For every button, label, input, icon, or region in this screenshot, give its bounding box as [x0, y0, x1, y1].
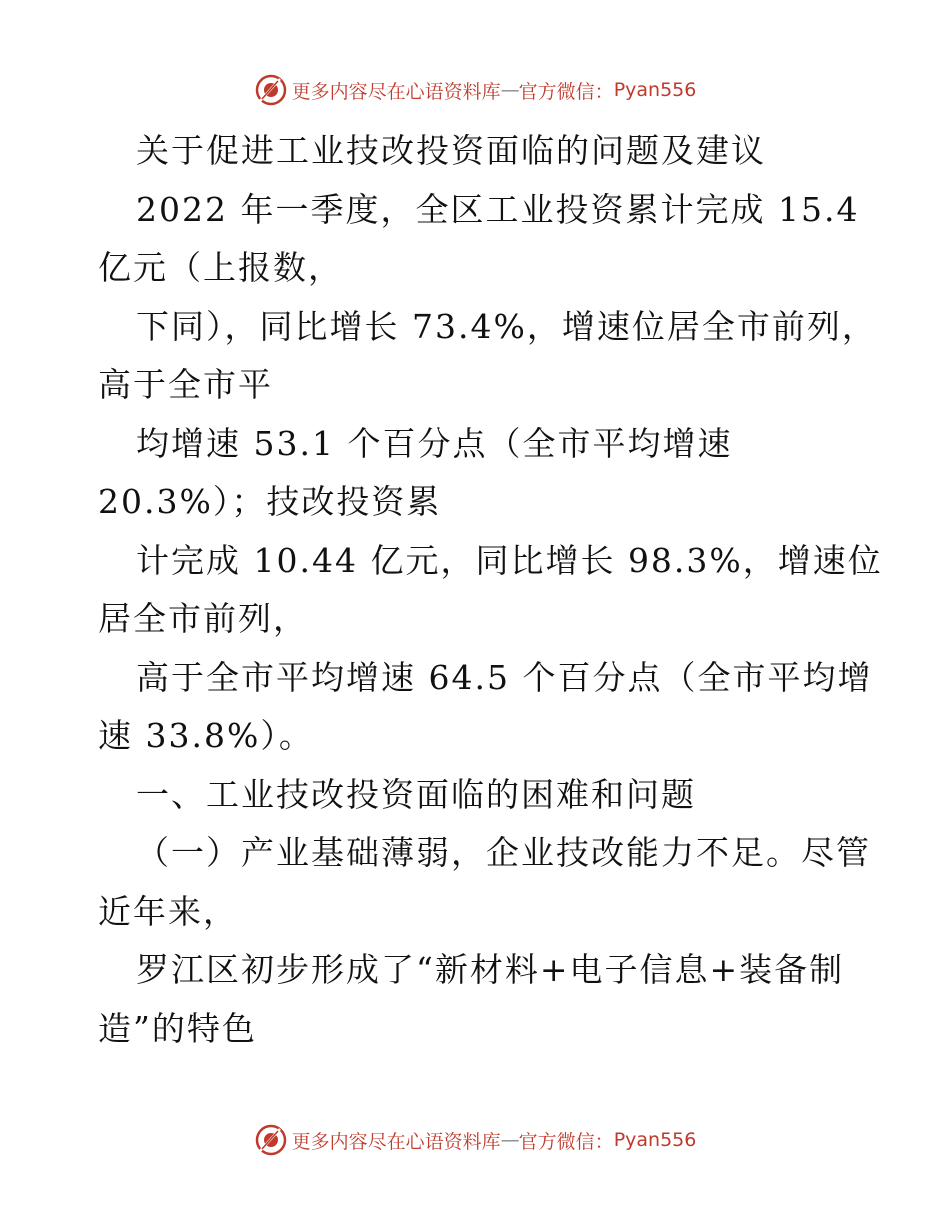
document-body	[98, 122, 883, 1058]
brand-logo-icon	[254, 73, 288, 107]
paragraph-line: 均增速 53.1 个百分点（全市平均增速	[136, 423, 733, 463]
watermark-wechat-id: Pyan556	[613, 79, 697, 101]
paragraph-line: （一）产业基础薄弱，企业技改能力不足。尽管	[136, 833, 871, 872]
brand-logo-icon	[254, 1123, 288, 1157]
section-heading: 一、工业技改投资面临的困难和问题	[136, 774, 696, 814]
paragraph-line: 2022 年一季度，全区工业投资累计完成 15.4	[136, 189, 860, 229]
watermark-separator: —	[500, 1129, 519, 1151]
paragraph-line: 近年来，	[98, 891, 238, 931]
paragraph-line: 造”的特色	[98, 1008, 257, 1048]
paragraph-line: 罗江区初步形成了“新材料+电子信息+装备制	[136, 950, 845, 989]
paragraph-line: 居全市前列，	[98, 599, 308, 638]
watermark-header	[0, 70, 950, 110]
paragraph-line: 高于全市平	[98, 365, 273, 404]
paragraph-line: 亿元（上报数，	[98, 248, 343, 287]
watermark-wechat-label: 官方微信：	[518, 1130, 614, 1153]
watermark-site-text: 更多内容尽在心语资料库	[291, 1130, 501, 1153]
watermark-site-text: 更多内容尽在心语资料库	[291, 80, 501, 103]
paragraph-line: 计完成 10.44 亿元，同比增长 98.3%，增速位	[136, 540, 883, 580]
watermark-wechat-id: Pyan556	[613, 1129, 697, 1151]
paragraph-line: 20.3%）；技改投资累	[98, 482, 442, 521]
paragraph-line: 高于全市平均增速 64.5 个百分点（全市平均增	[136, 657, 873, 697]
watermark-separator: —	[500, 79, 519, 101]
paragraph-line: 速 33.8%）。	[98, 716, 314, 755]
watermark-wechat-label: 官方微信：	[518, 80, 614, 103]
paragraph-line: 下同），同比增长 73.4%，增速位居全市前列，	[136, 306, 877, 346]
watermark-footer	[0, 1120, 950, 1160]
document-title: 关于促进工业技改投资面临的问题及建议	[136, 131, 766, 170]
